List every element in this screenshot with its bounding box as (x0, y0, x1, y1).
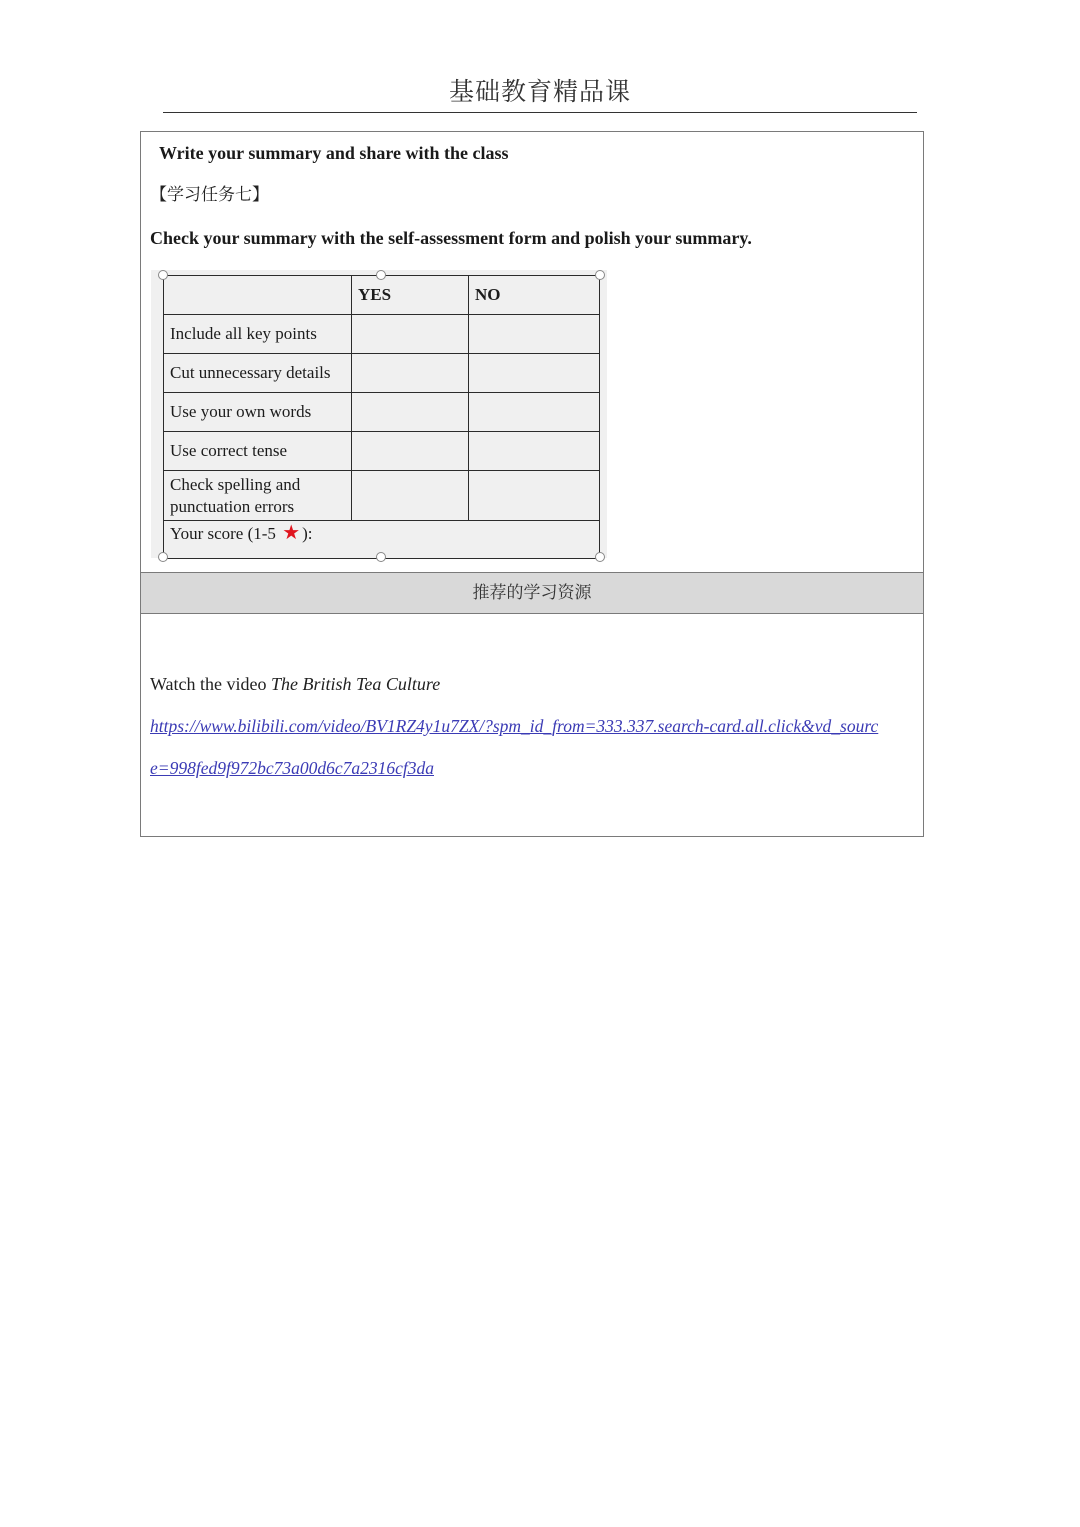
resize-handle-top-right[interactable] (595, 270, 605, 280)
resize-handle-bottom-middle[interactable] (376, 552, 386, 562)
no-cell[interactable] (469, 315, 600, 354)
table-row (164, 315, 600, 354)
no-cell[interactable] (469, 471, 600, 521)
resources-section (141, 614, 923, 836)
score-prefix: Your score (1-5 (170, 524, 276, 543)
lesson-content-box (140, 131, 924, 837)
task-section (141, 132, 923, 572)
video-title: The British Tea Culture (271, 674, 441, 694)
page-header (163, 72, 917, 113)
self-assessment-form-image[interactable] (151, 270, 607, 558)
no-cell[interactable] (469, 432, 600, 471)
resources-header-band (141, 572, 923, 614)
table-row (164, 432, 600, 471)
criterion-line-1: Check spelling and (170, 474, 301, 494)
video-link-line-1[interactable]: https://www.bilibili.com/video/BV1RZ4y1u7ZX/?spm_id_from=333.337.search-card.all.click&vd_sourc (150, 716, 879, 736)
criterion-cell (164, 471, 352, 521)
yes-cell[interactable] (352, 354, 469, 393)
header-cell-criterion (164, 276, 352, 315)
no-cell[interactable] (469, 354, 600, 393)
table-header-row (164, 276, 600, 315)
table-row (164, 471, 600, 521)
star-icon: ★ (282, 522, 301, 544)
criterion-cell: Use correct tense (164, 432, 352, 471)
instruction-text: Check your summary with the self-assessment form and polish your summary. (150, 228, 752, 248)
video-prefix: Watch the video (150, 674, 267, 694)
resize-handle-bottom-right[interactable] (595, 552, 605, 562)
criterion-cell: Cut unnecessary details (164, 354, 352, 393)
page-title: 基础教育精品课 (448, 77, 631, 106)
header-cell-no: NO (469, 276, 600, 315)
yes-cell[interactable] (352, 471, 469, 521)
no-cell[interactable] (469, 393, 600, 432)
resize-handle-top-middle[interactable] (376, 270, 386, 280)
video-link-line-2[interactable]: e=998fed9f972bc73a00d6c7a2316cf3da (150, 758, 434, 778)
score-suffix: ): (302, 524, 313, 543)
summary-heading: Write your summary and share with the class (159, 143, 509, 163)
resize-handle-top-left[interactable] (158, 270, 168, 280)
criterion-line-2: punctuation errors (170, 496, 295, 516)
criterion-cell: Use your own words (164, 393, 352, 432)
table-row (164, 393, 600, 432)
header-cell-yes: YES (352, 276, 469, 315)
task-label: 【学习任务七】 (150, 185, 269, 205)
table-row (164, 354, 600, 393)
video-recommendation (150, 673, 440, 695)
yes-cell[interactable] (352, 393, 469, 432)
self-assessment-table (163, 275, 600, 559)
yes-cell[interactable] (352, 432, 469, 471)
resize-handle-bottom-left[interactable] (158, 552, 168, 562)
resources-title: 推荐的学习资源 (472, 583, 592, 603)
yes-cell[interactable] (352, 315, 469, 354)
criterion-cell: Include all key points (164, 315, 352, 354)
